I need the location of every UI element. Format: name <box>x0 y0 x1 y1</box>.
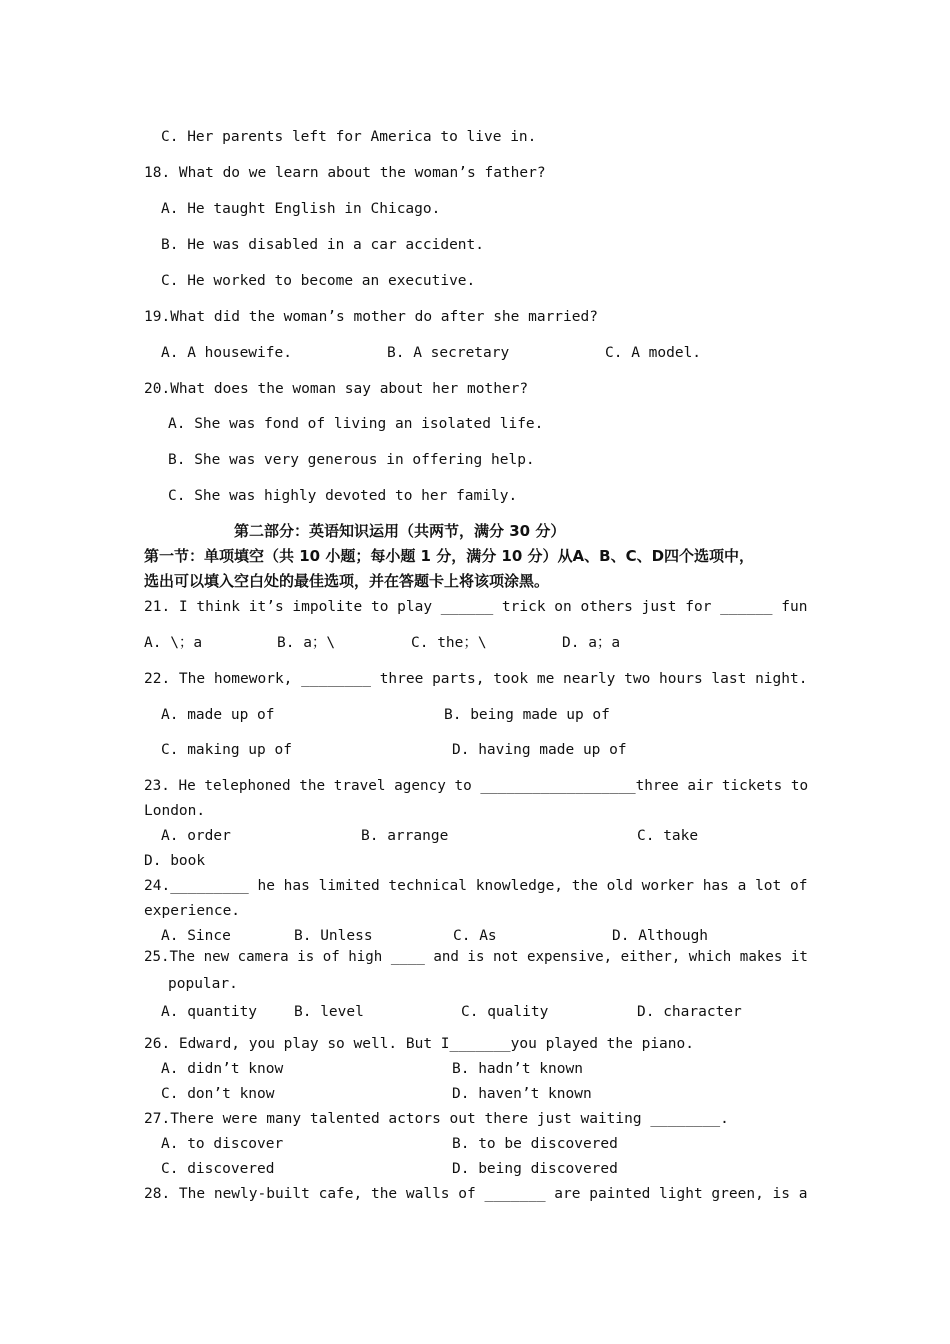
q24-option-c: C. As <box>453 928 497 944</box>
q27-stem: 27.There were many talented actors out there just waiting ________. <box>144 1111 729 1127</box>
q18-option-c: C. He worked to become an executive. <box>161 273 476 289</box>
q20-stem: 20.What does the woman say about her mother? <box>144 381 529 397</box>
q19-stem: 19.What did the woman’s mother do after she married? <box>144 309 598 325</box>
q23-option-c: C. take <box>637 828 699 844</box>
q26-option-d: D. haven’t known <box>452 1086 592 1102</box>
q26-option-a: A. didn’t know <box>161 1061 284 1077</box>
part-two-heading: 第二部分：英语知识运用（共两节，满分 30 分） <box>234 522 566 540</box>
q25-option-a: A. quantity <box>161 1004 258 1020</box>
q25-option-c: C. quality <box>461 1004 549 1020</box>
q27-option-d: D. being discovered <box>452 1161 618 1177</box>
q25-option-d: D. character <box>637 1004 742 1020</box>
q25-option-b: B. level <box>294 1004 364 1020</box>
q18-stem: 18. What do we learn about the woman’s father? <box>144 165 546 181</box>
q20-option-c: C. She was highly devoted to her family. <box>168 488 518 504</box>
q26-option-c: C. don’t know <box>161 1086 275 1102</box>
q21-stem: 21. I think it’s impolite to play ______ trick on others just for ______ fun <box>144 599 808 615</box>
q21-option-b: B. a；\ <box>277 635 336 651</box>
q21-option-d: D. a；a <box>562 635 621 651</box>
q27-option-b: B. to be discovered <box>452 1136 618 1152</box>
q21-option-a: A. \；a <box>144 635 203 651</box>
q26-stem: 26. Edward, you play so well. But I_______you played the piano. <box>144 1036 694 1052</box>
q23-option-a: A. order <box>161 828 231 844</box>
q19-option-c: C. A model. <box>605 345 702 361</box>
section-one-instruction-line1: 第一节：单项填空（共 10 小题；每小题 1 分，满分 10 分）从A、B、C、D四个选项中， <box>144 547 755 565</box>
q26-option-b: B. hadn’t known <box>452 1061 583 1077</box>
q23-option-d: D. book <box>144 853 206 869</box>
q24-option-b: B. Unless <box>294 928 373 944</box>
q27-option-c: C. discovered <box>161 1161 275 1177</box>
q23-stem-continued: London. <box>144 803 206 819</box>
q20-option-b: B. She was very generous in offering help. <box>168 452 535 468</box>
q22-option-b: B. being made up of <box>444 707 610 723</box>
q18-option-b: B. He was disabled in a car accident. <box>161 237 485 253</box>
q22-option-a: A. made up of <box>161 707 275 723</box>
q24-stem: 24._________ he has limited technical knowledge, the old worker has a lot of <box>144 878 808 894</box>
q21-option-c: C. the；\ <box>411 635 487 651</box>
q19-option-a: A. A housewife. <box>161 345 292 361</box>
q27-option-a: A. to discover <box>161 1136 284 1152</box>
q24-option-d: D. Although <box>612 928 709 944</box>
q17-option-c: C. Her parents left for America to live in. <box>161 129 537 145</box>
q23-option-b: B. arrange <box>361 828 449 844</box>
q22-stem: 22. The homework, ________ three parts, took me nearly two hours last night. <box>144 671 808 687</box>
q22-option-d: D. having made up of <box>452 742 627 758</box>
q23-stem: 23. He telephoned the travel agency to __________________three air tickets to <box>144 778 809 794</box>
q28-stem: 28. The newly-built cafe, the walls of _______ are painted light green, is a <box>144 1186 808 1202</box>
q22-option-c: C. making up of <box>161 742 292 758</box>
q25-stem-continued: popular. <box>168 976 238 992</box>
q24-option-a: A. Since <box>161 928 231 944</box>
q24-stem-continued: experience. <box>144 903 241 919</box>
q20-option-a: A. She was fond of living an isolated life. <box>168 416 544 432</box>
q18-option-a: A. He taught English in Chicago. <box>161 201 441 217</box>
section-one-instruction-line2: 选出可以填入空白处的最佳选项，并在答题卡上将该项涂黑。 <box>144 572 550 590</box>
q19-option-b: B. A secretary <box>387 345 510 361</box>
q25-stem: 25.The new camera is of high ____ and is not expensive, either, which makes it <box>144 949 808 965</box>
